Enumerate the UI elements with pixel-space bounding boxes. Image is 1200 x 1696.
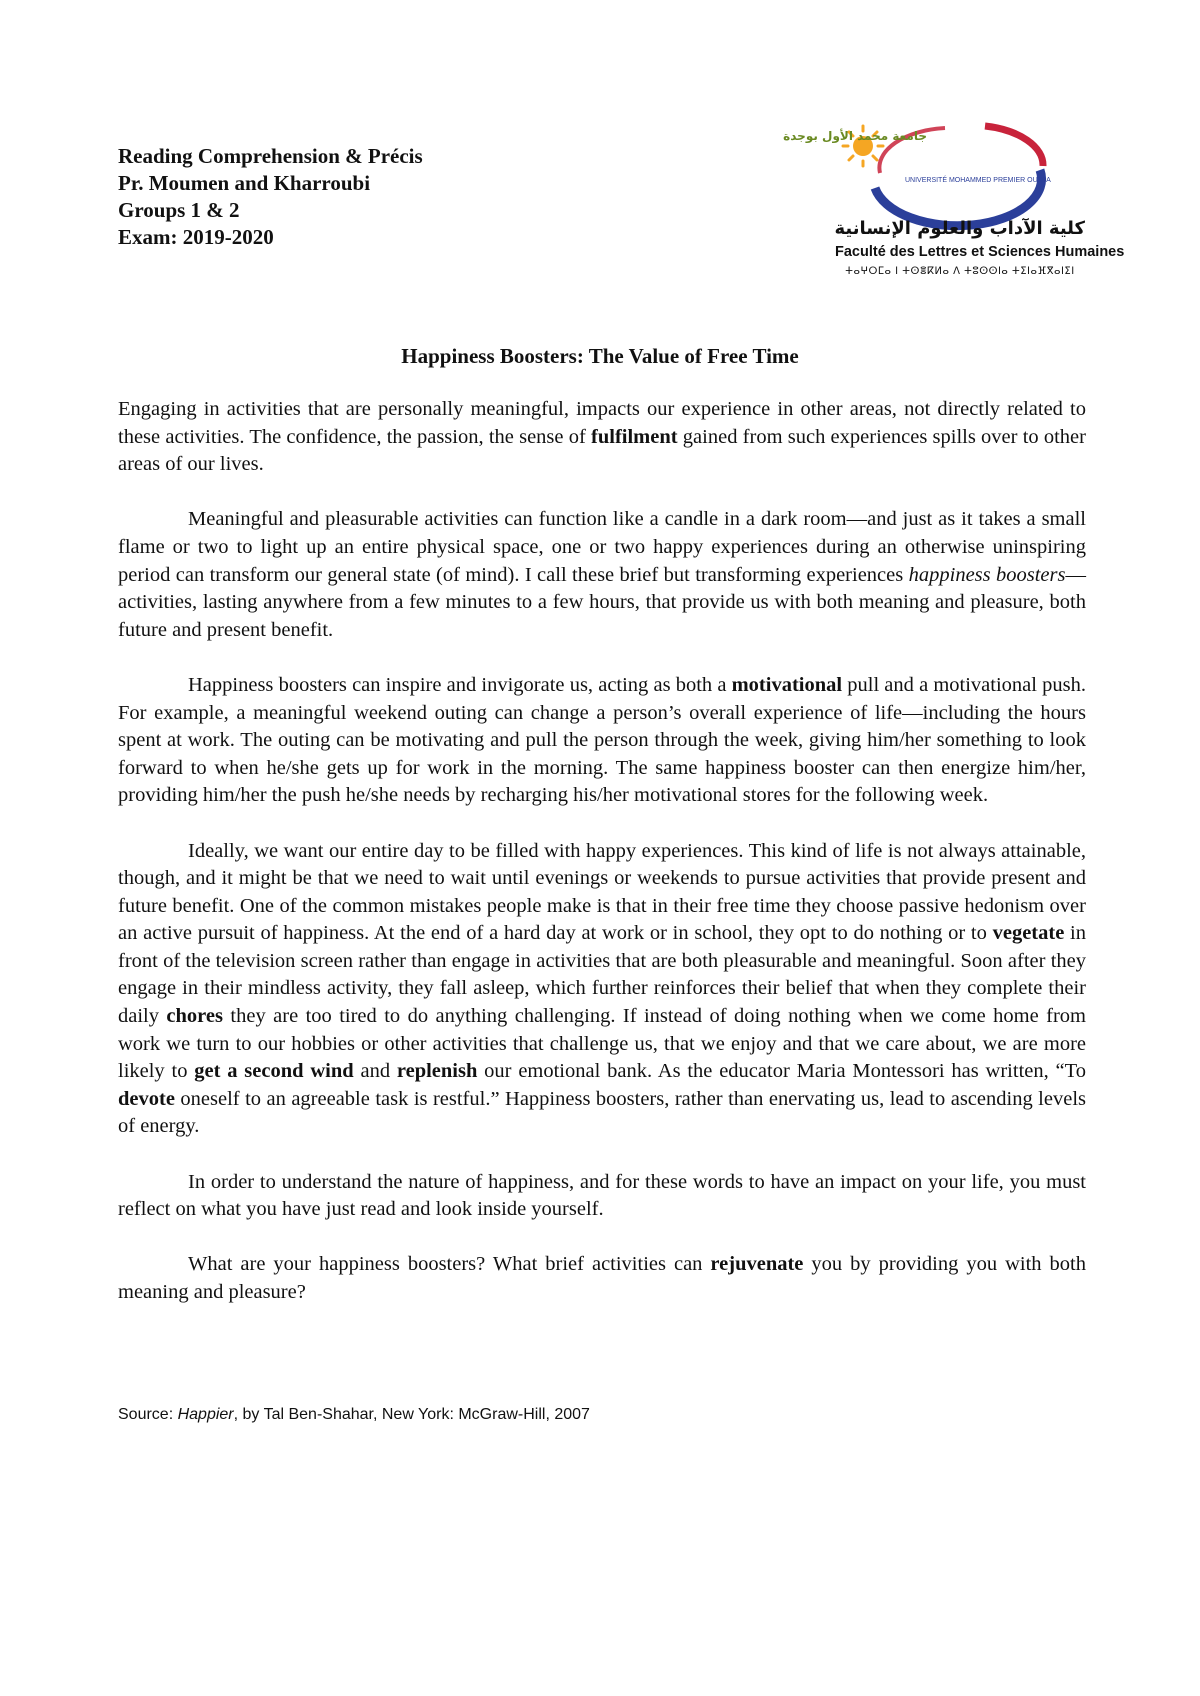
paragraph-6: What are your happiness boosters? What brief activities can rejuvenate you by providing you with both meaning and pleasure? bbox=[118, 1253, 1086, 1303]
svg-text:UNIVERSITÉ MOHAMMED PREMIER OU: UNIVERSITÉ MOHAMMED PREMIER OUJDA bbox=[905, 177, 1051, 184]
source-citation: Source: Happier, by Tal Ben-Shahar, New York: McGraw-Hill, 2007 bbox=[118, 1406, 590, 1423]
professors-line: Pr. Moumen and Kharroubi bbox=[118, 171, 371, 195]
paragraph-5: In order to understand the nature of happiness, and for these words to have an impact on your life, you must reflect on what you have just read and look inside yourself. bbox=[118, 1170, 1086, 1221]
groups-line: Groups 1 & 2 bbox=[118, 198, 240, 222]
paragraph-4: Ideally, we want our entire day to be filled with happy experiences. This kind of life is not always attainable, though, and it might be that we need to wait until evenings or weekends to pursue activities that provide present and future benefit. One of the common mistakes people make is that in their free time they choose passive hedonism over an active pursuit of happiness. At the end of a hard day at work or in school, they opt to do nothing or to vegetate in front of the television screen rather than engage in activities that are both pleasurable and meaningful. Soon after they engage in their mindless activity, they fall asleep, which further reinforces their belief that when they complete their daily chores they are too tired to do anything challenging. If instead of doing nothing when we come home from work we turn to our hobbies or other activities that challenge us, that we enjoy and that we care about, we are more likely to get a second wind and replenish our emotional bank. As the educator Maria Montessori has written, “To devote oneself to an agreeable task is restful.” Happiness boosters, rather than enervating us, lead to ascending levels of energy. bbox=[118, 839, 1086, 1138]
faculty-name-tifinagh: ⵜⴰⵖⵔⵎⴰ ⵏ ⵜⵙⴻⴽⵍⴰ ⴷ ⵜⵓⵙⵙⵏⴰ ⵜⵉⵏⴰⴼⴳⴰⵏⵉⵏ bbox=[845, 266, 1075, 277]
paragraph-2: Meaningful and pleasurable activities can function like a candle in a dark room—and just as it takes a small flame or two to light up an entire physical space, one or two happy experiences during an otherwise uninspiring period can transform our general state (of mind). I call these brief but transforming experiences happiness boosters—activities, lasting anywhere from a few minutes to a few hours, that provide us with both meaning and pleasure, both future and present benefit. bbox=[118, 508, 1086, 641]
passage-body bbox=[118, 396, 1086, 1334]
faculty-logo bbox=[783, 118, 1125, 290]
svg-text:جامعة محمد الأول بوجدة: جامعة محمد الأول بوجدة bbox=[783, 129, 927, 143]
course-title: Reading Comprehension & Précis bbox=[118, 144, 423, 168]
faculty-name-arabic: كلية الآداب والعلوم الإنسانية bbox=[834, 218, 1085, 239]
passage-title: Happiness Boosters: The Value of Free Time bbox=[401, 344, 799, 368]
faculty-name-french: Faculté des Lettres et Sciences Humaines bbox=[835, 244, 1125, 260]
paragraph-1: Engaging in activities that are personally meaningful, impacts our experience in other areas, not directly related to these activities. The confidence, the passion, the sense of fulfilment gained from such experiences spills over to other areas of our lives. bbox=[118, 398, 1086, 476]
university-emblem-icon bbox=[783, 118, 1085, 218]
paragraph-3: Happiness boosters can inspire and invigorate us, acting as both a motivational pull and a motivational push. For example, a meaningful weekend outing can change a person’s overall experience of life—including the hours spent at work. The outing can be motivating and pull the person through the week, giving him/her something to look forward to when he/she gets up for work in the morning. The same happiness booster can then energize him/her, providing him/her the push he/she needs by recharging his/her motivational stores for the following week. bbox=[118, 673, 1086, 807]
exam-header bbox=[118, 143, 423, 251]
exam-year-line: Exam: 2019-2020 bbox=[118, 225, 274, 249]
